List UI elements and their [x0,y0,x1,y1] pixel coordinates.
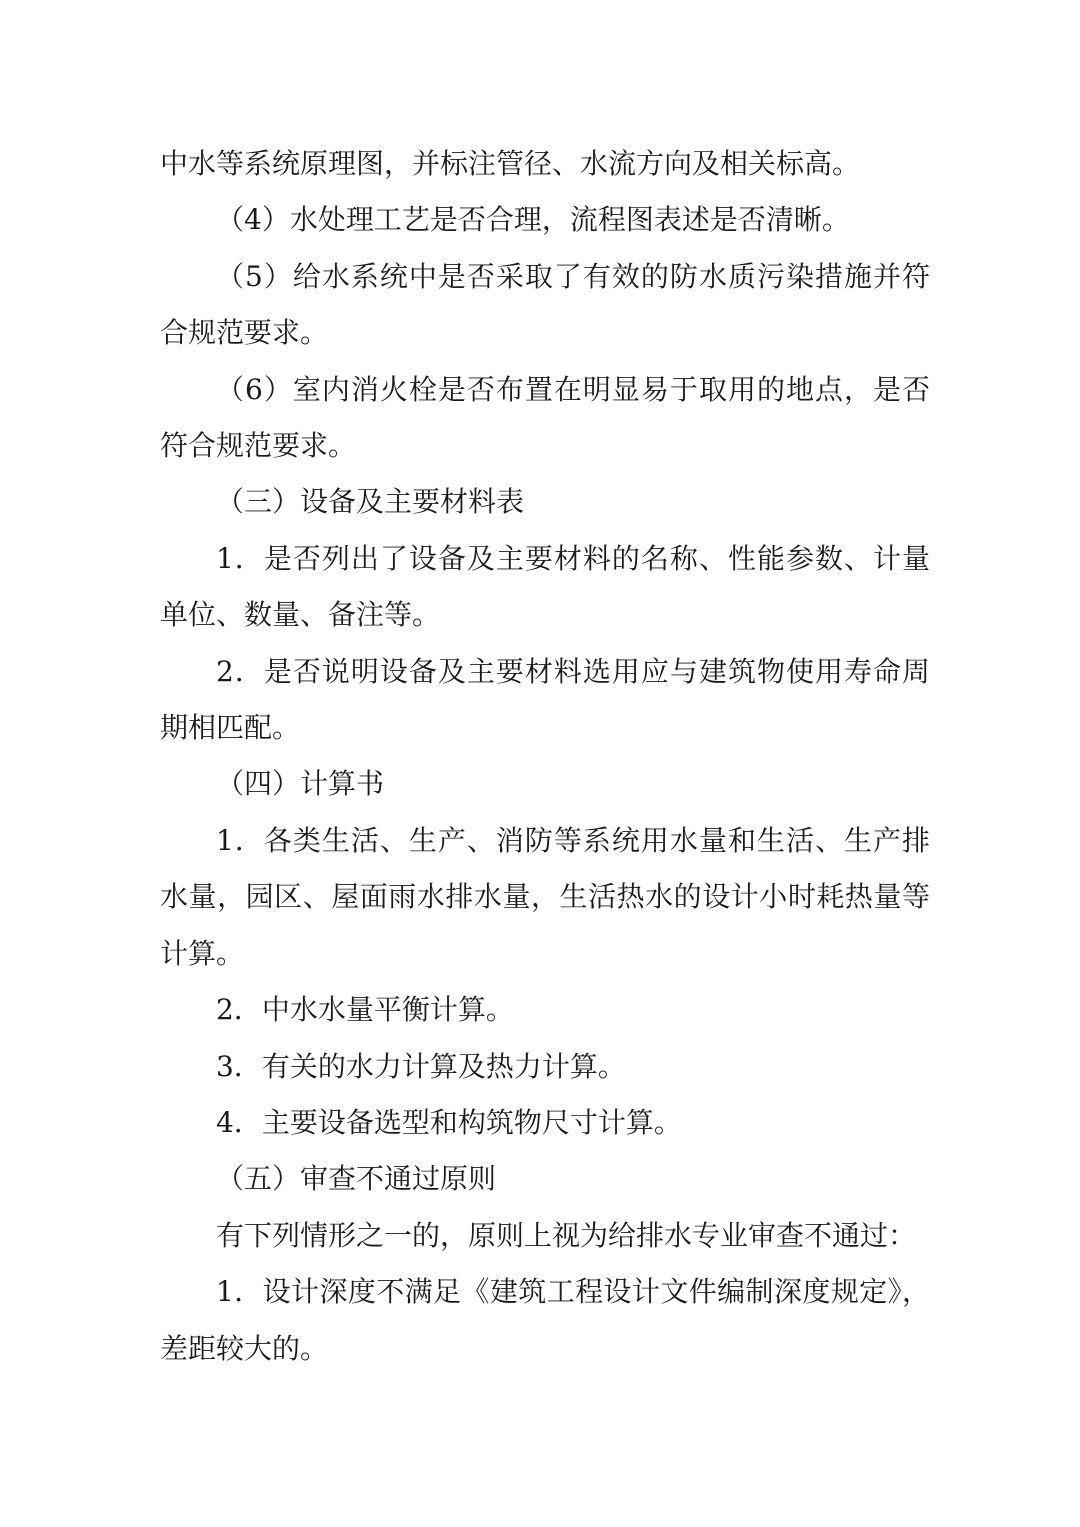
section-heading-equipment: （三）设备及主要材料表 [216,485,525,519]
paragraph-calculation-3: 3．有关的水力计算及热力计算。 [216,1049,626,1083]
paragraph-equipment-1: 1．是否列出了设备及主要材料的名称、性能参数、计量单位、数量、备注等。 [160,541,930,632]
paragraph-calculation-1: 1．各类生活、生产、消防等系统用水量和生活、生产排水量，园区、屋面雨水排水量，生活热水的设计小时耗热量等计算。 [160,823,930,970]
document-body [160,136,930,1377]
paragraph-rejection-1: 1．设计深度不满足《建筑工程设计文件编制深度规定》，差距较大的。 [160,1275,930,1365]
section-heading-rejection: （五）审查不通过原则 [216,1162,497,1196]
paragraph-equipment-2: 2．是否说明设备及主要材料选用应与建筑物使用寿命周期相匹配。 [160,654,930,745]
section-heading-calculation: （四）计算书 [216,767,385,801]
paragraph-item-4: （4）水处理工艺是否合理，流程图表述是否清晰。 [216,203,850,237]
paragraph-calculation-2: 2．中水水量平衡计算。 [216,993,514,1027]
paragraph-calculation-4: 4．主要设备选型和构筑物尺寸计算。 [216,1105,682,1139]
paragraph-item-6: （6）室内消火栓是否布置在明显易于取用的地点，是否符合规范要求。 [160,372,930,463]
paragraph-rejection-intro: 有下列情形之一的，原则上视为给排水专业审查不通过： [216,1218,917,1252]
paragraph-continuation: 中水等系统原理图，并标注管径、水流方向及相关标高。 [160,147,861,180]
paragraph-item-5: （5）给水系统中是否采取了有效的防水质污染措施并符合规范要求。 [160,259,930,350]
